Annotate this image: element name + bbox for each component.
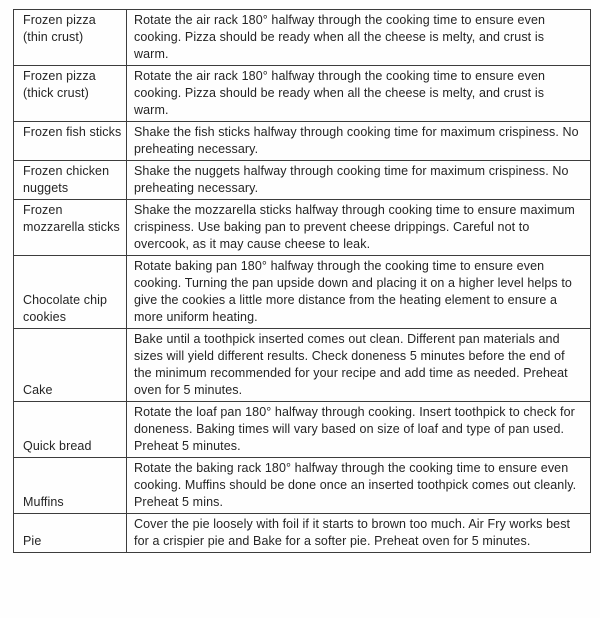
cooking-tip-cell: Shake the nuggets halfway through cooking time for maximum crispiness. No preheating necessary. xyxy=(127,161,591,200)
cooking-tip-cell: Rotate the baking rack 180° halfway through the cooking time to ensure even cooking. Muffins should be done once an inserted toothpick comes out cleanly. Preheat 5 mins. xyxy=(127,458,591,514)
cooking-tip-cell: Cover the pie loosely with foil if it starts to brown too much. Air Fry works best for a crispier pie and Bake for a softer pie. Preheat oven for 5 minutes. xyxy=(127,514,591,553)
food-item-cell: Quick bread xyxy=(14,402,127,458)
table-row xyxy=(14,329,591,402)
cooking-tip-cell: Rotate the air rack 180° halfway through the cooking time to ensure even cooking. Pizza should be ready when all the cheese is melty, and crust is warm. xyxy=(127,66,591,122)
food-item-cell: Pie xyxy=(14,514,127,553)
table-row xyxy=(14,458,591,514)
table-row xyxy=(14,514,591,553)
food-item-cell: Frozen pizza (thick crust) xyxy=(14,66,127,122)
cooking-tip-cell: Shake the mozzarella sticks halfway through cooking time to ensure maximum crispiness. Use baking pan to prevent cheese drippings. Careful not to overcook, as it may cause cheese to leak. xyxy=(127,200,591,256)
cooking-tips-table xyxy=(13,9,591,553)
table-row xyxy=(14,402,591,458)
cooking-tip-cell: Rotate baking pan 180° halfway through the cooking time to ensure even cooking. Turning the pan upside down and placing it on a higher level helps to give the cookies a little more distance from the heating element to ensure a more uniform heating. xyxy=(127,256,591,329)
food-item-cell: Frozen mozzarella sticks xyxy=(14,200,127,256)
cooking-tip-cell: Rotate the air rack 180° halfway through the cooking time to ensure even cooking. Pizza should be ready when all the cheese is melty, and crust is warm. xyxy=(127,10,591,66)
food-item-cell: Frozen fish sticks xyxy=(14,122,127,161)
food-item-cell: Muffins xyxy=(14,458,127,514)
table-row xyxy=(14,200,591,256)
cooking-tip-cell: Bake until a toothpick inserted comes out clean. Different pan materials and sizes will yield different results. Check doneness 5 minutes before the end of the minimum recommended for your recipe and add time as needed. Preheat oven for 5 minutes. xyxy=(127,329,591,402)
cooking-tip-cell: Shake the fish sticks halfway through cooking time for maximum crispiness. No preheating necessary. xyxy=(127,122,591,161)
table-row xyxy=(14,10,591,66)
table-row xyxy=(14,256,591,329)
cooking-tip-cell: Rotate the loaf pan 180° halfway through cooking. Insert toothpick to check for doneness. Baking times will vary based on size of loaf and type of pan used. Preheat 5 minutes. xyxy=(127,402,591,458)
food-item-cell: Frozen chicken nuggets xyxy=(14,161,127,200)
table-row xyxy=(14,122,591,161)
table-row xyxy=(14,66,591,122)
food-item-cell: Chocolate chip cookies xyxy=(14,256,127,329)
food-item-cell: Cake xyxy=(14,329,127,402)
food-item-cell: Frozen pizza (thin crust) xyxy=(14,10,127,66)
table-row xyxy=(14,161,591,200)
